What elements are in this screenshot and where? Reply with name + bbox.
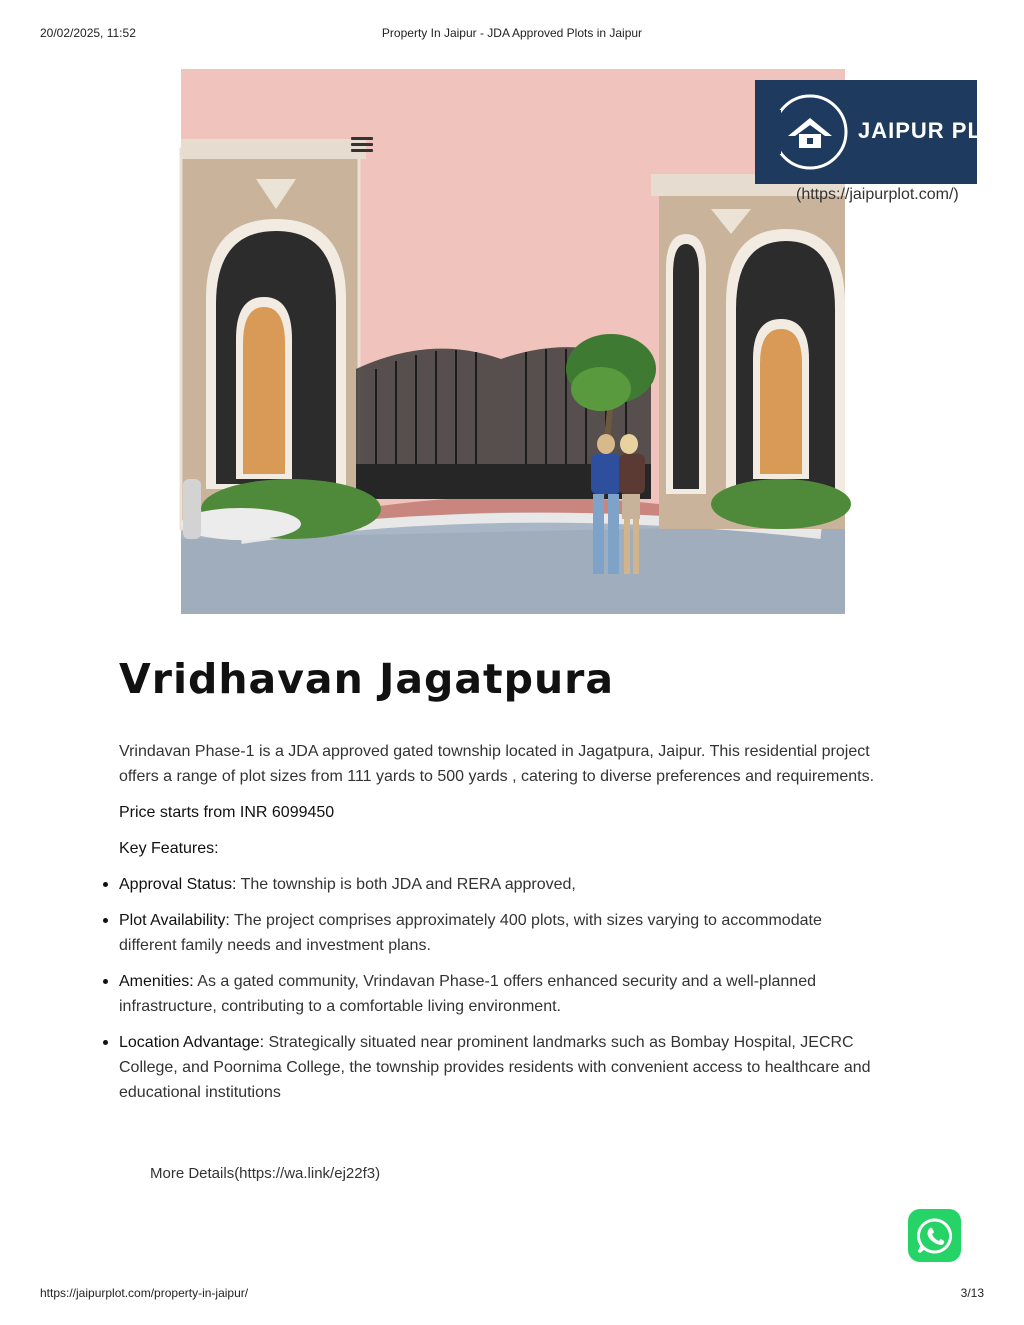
whatsapp-chat-button[interactable] xyxy=(908,1209,961,1262)
feature-text: Strategically situated near prominent landmarks such as Bombay Hospital, JECRC College, and Poornima College, the township provides residents with convenient access to healthcare and educational institutions xyxy=(119,1034,871,1101)
features-heading: Key Features: xyxy=(119,840,219,857)
property-price: Price starts from INR 6099450 xyxy=(119,804,335,821)
feature-label: Plot Availability: xyxy=(119,912,230,929)
list-item xyxy=(119,1030,879,1105)
hamburger-menu-icon[interactable] xyxy=(351,137,373,153)
print-datetime: 20/02/2025, 11:52 xyxy=(40,26,136,40)
feature-label: Location Advantage: xyxy=(119,1034,265,1051)
feature-label: Approval Status: xyxy=(119,876,237,893)
features-list xyxy=(119,872,879,1105)
feature-text: The project comprises approximately 400 plots, with sizes varying to accommodate different family needs and investment plans. xyxy=(119,912,822,954)
print-page-title: Property In Jaipur - JDA Approved Plots in Jaipur xyxy=(381,26,643,40)
property-content xyxy=(119,739,879,1116)
hero-gate-image xyxy=(181,69,845,614)
jaipur-plot-logo[interactable] xyxy=(755,80,1015,184)
logo-text: JAIPUR PLOT xyxy=(858,118,1015,143)
list-item xyxy=(119,872,879,897)
more-details-link[interactable]: More Details(https://wa.link/ej22f3) xyxy=(150,1165,381,1182)
list-item xyxy=(119,908,879,958)
feature-text: The township is both JDA and RERA approved, xyxy=(236,876,576,893)
print-footer-url: https://jaipurplot.com/property-in-jaipur/ xyxy=(40,1286,249,1300)
property-title: Vridhavan Jagatpura xyxy=(119,655,615,703)
print-page-number: 3/13 xyxy=(960,1286,984,1300)
logo-link[interactable]: (https://jaipurplot.com/) xyxy=(796,186,959,203)
list-item xyxy=(119,969,879,1019)
property-description: Vrindavan Phase-1 is a JDA approved gated township located in Jagatpura, Jaipur. This residential project offers a range of plot sizes from 111 yards to 500 yards , catering to diverse preferences and requirements. xyxy=(119,743,875,785)
feature-label: Amenities: xyxy=(119,973,194,990)
feature-text: As a gated community, Vrindavan Phase-1 offers enhanced security and a well-planned infrastructure, contributing to a comfortable living environment. xyxy=(119,973,816,1015)
whatsapp-icon xyxy=(915,1216,955,1256)
